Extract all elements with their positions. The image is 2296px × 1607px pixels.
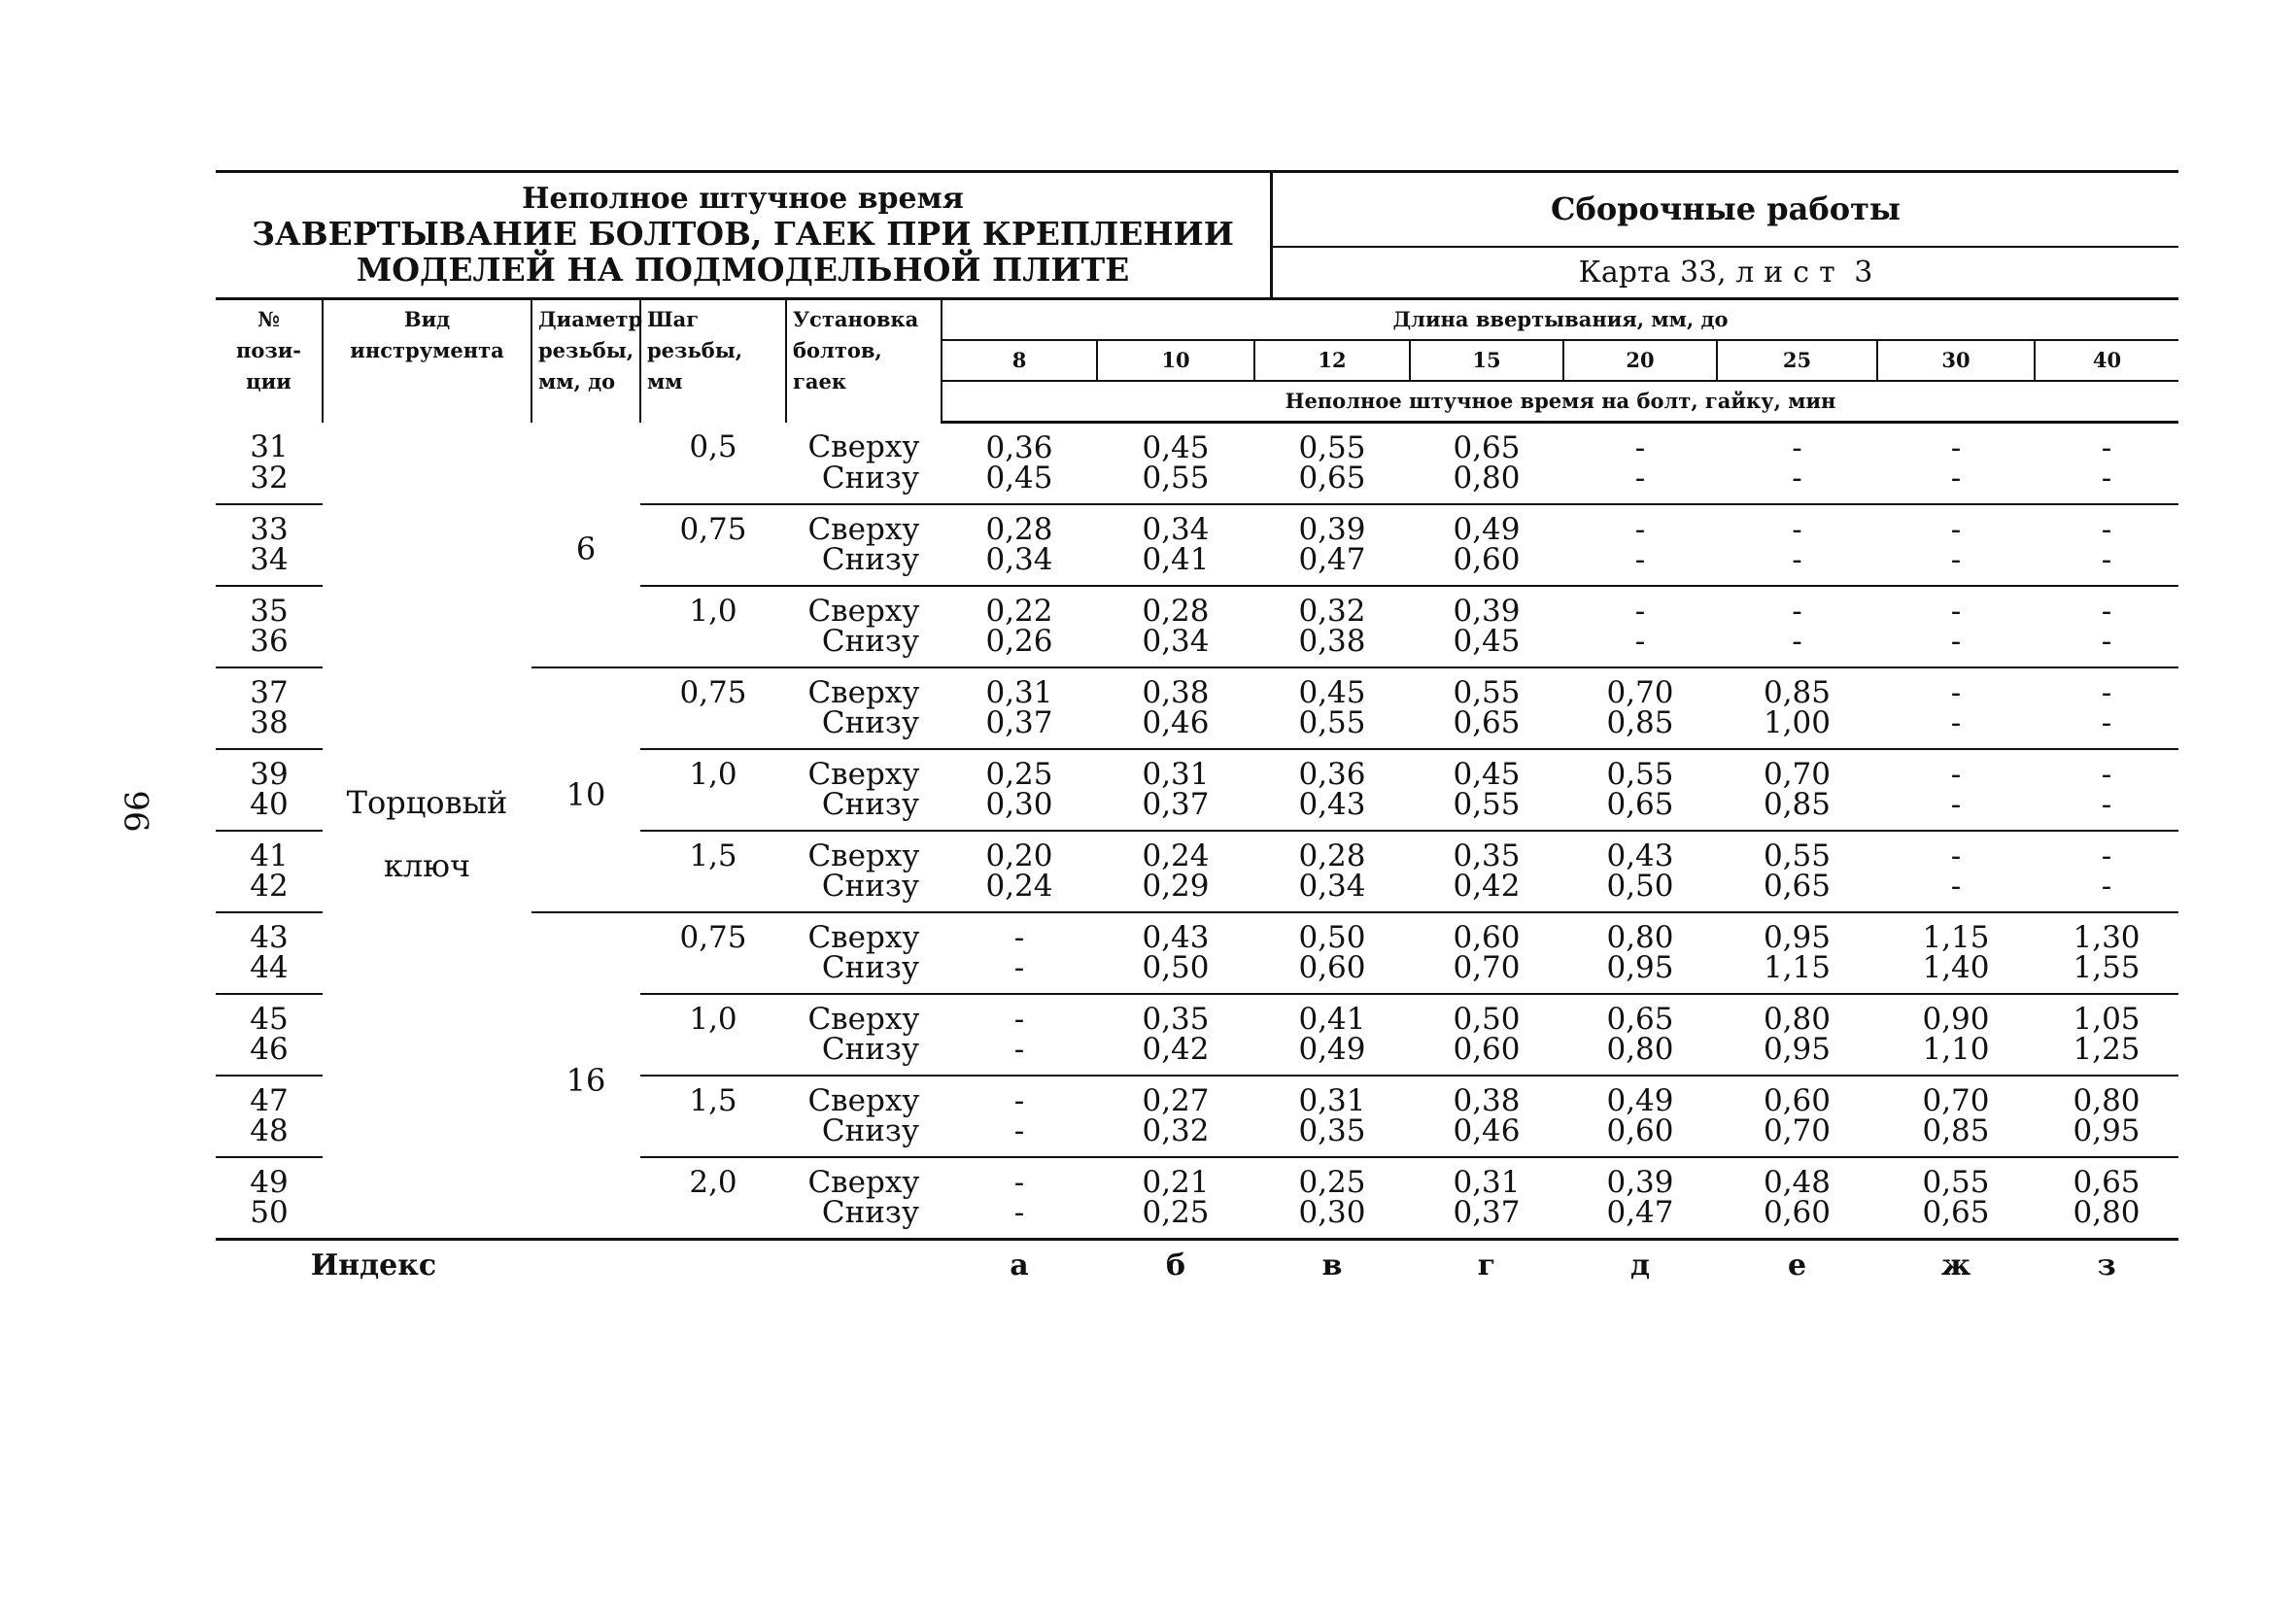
col-tool: Вид инструмента: [323, 299, 531, 423]
time-value: 0,25: [1097, 1198, 1254, 1240]
time-value: 0,65: [1254, 463, 1410, 504]
time-value: -: [1563, 463, 1717, 504]
col-length-10: 10: [1097, 340, 1254, 381]
install-side: Снизу: [786, 1035, 942, 1076]
time-value: 0,41: [1097, 545, 1254, 586]
position-number: 37: [250, 675, 289, 710]
sheet-number: 3: [1854, 256, 1873, 290]
time-value: -: [2035, 463, 2178, 504]
time-value: 0,46: [1410, 1116, 1563, 1157]
time-value: 0,34: [1097, 627, 1254, 667]
position-number: 49: [250, 1165, 289, 1200]
install-side: Сверху: [807, 1165, 920, 1200]
time-value: -: [942, 953, 1097, 994]
time-value: 0,50: [1097, 953, 1254, 994]
time-value: 0,65: [1606, 1002, 1674, 1037]
time-value: 0,34: [942, 545, 1097, 586]
time-value: 0,80: [1606, 920, 1674, 955]
index-letter: ж: [1877, 1240, 2035, 1284]
time-value: -: [2101, 594, 2112, 629]
install-side: Сверху: [807, 512, 920, 547]
col-length-8: 8: [942, 340, 1097, 381]
time-value: -: [2101, 675, 2112, 710]
time-value: 0,32: [1097, 1116, 1254, 1157]
time-value: 0,34: [1254, 872, 1410, 912]
tool-line1: Торцовый: [346, 784, 508, 822]
time-value: -: [1717, 627, 1877, 667]
time-value: 0,31: [1142, 757, 1210, 792]
install-side: Сверху: [807, 838, 920, 873]
time-value: 0,42: [1097, 1035, 1254, 1076]
time-value: 0,60: [1763, 1083, 1832, 1118]
position-number: 36: [216, 627, 323, 667]
time-value: 0,60: [1717, 1198, 1877, 1240]
time-value: -: [1717, 463, 1877, 504]
time-value: 0,37: [942, 708, 1097, 749]
time-value: 1,05: [2073, 1002, 2141, 1037]
time-value: 0,65: [2073, 1165, 2141, 1200]
time-value: -: [1877, 545, 2035, 586]
install-side: Сверху: [807, 920, 920, 955]
time-value: 0,28: [1298, 838, 1366, 873]
time-value: 0,37: [1097, 790, 1254, 831]
thread-pitch: [640, 1198, 786, 1240]
time-value: -: [1634, 512, 1646, 547]
header-title-line2: МОДЕЛЕЙ НА ПОДМОДЕЛЬНОЙ ПЛИТЕ: [356, 251, 1130, 289]
col-length-header: Длина ввертывания, мм, до: [942, 299, 2178, 341]
time-value: 0,36: [1298, 757, 1366, 792]
document: [216, 170, 2178, 1283]
time-value: 0,50: [1453, 1002, 1521, 1037]
card-number: Карта 33,: [1578, 256, 1727, 290]
time-value: -: [2035, 545, 2178, 586]
time-value: 0,38: [1453, 1083, 1521, 1118]
time-value: 0,70: [1606, 675, 1674, 710]
col-diameter: Диаметр резьбы, мм, до: [531, 299, 640, 423]
time-value: 0,80: [1763, 1002, 1832, 1037]
time-value: -: [2035, 790, 2178, 831]
time-value: 0,50: [1563, 872, 1717, 912]
index-letter: д: [1563, 1240, 1717, 1284]
position-number: 41: [250, 838, 289, 873]
time-value: 1,10: [1877, 1035, 2035, 1076]
time-value: 0,55: [1922, 1165, 1990, 1200]
time-value: 0,31: [1298, 1083, 1366, 1118]
time-value: -: [1717, 545, 1877, 586]
card-header: [216, 170, 2178, 297]
header-info-block: [1273, 173, 2178, 297]
time-value: -: [1950, 512, 1962, 547]
col-install: Установка болтов, гаек: [786, 299, 942, 423]
col-length-20: 20: [1563, 340, 1717, 381]
time-value: 0,45: [1298, 675, 1366, 710]
install-side: Снизу: [786, 463, 942, 504]
time-value: 0,43: [1254, 790, 1410, 831]
time-value: 0,35: [1453, 838, 1521, 873]
time-value: 0,85: [1763, 675, 1832, 710]
time-value: 1,15: [1922, 920, 1990, 955]
col-position: № пози- ции: [216, 299, 323, 423]
time-value: 0,45: [1453, 757, 1521, 792]
time-value: 0,55: [1763, 838, 1832, 873]
time-value: -: [942, 1198, 1097, 1240]
time-value: 0,48: [1763, 1165, 1832, 1200]
position-number: 32: [216, 463, 323, 504]
install-side: Сверху: [807, 594, 920, 629]
sheet-word: лист: [1735, 256, 1845, 290]
time-value: 1,55: [2035, 953, 2178, 994]
time-value: 0,55: [1298, 430, 1366, 465]
time-value: 0,60: [1563, 1116, 1717, 1157]
time-value: -: [1950, 594, 1962, 629]
time-value: -: [1877, 872, 2035, 912]
time-value: 0,65: [1717, 872, 1877, 912]
time-value: 0,95: [1563, 953, 1717, 994]
thread-pitch: 1,5: [689, 838, 737, 873]
time-value: -: [1634, 594, 1646, 629]
tool-line2: ключ: [383, 847, 471, 885]
time-value: 0,27: [1142, 1083, 1210, 1118]
time-value: 0,35: [1142, 1002, 1210, 1037]
time-value: 0,22: [985, 594, 1053, 629]
time-value: 0,55: [1606, 757, 1674, 792]
time-value: 0,55: [1097, 463, 1254, 504]
index-label: Индекс: [216, 1240, 531, 1284]
time-value: 0,45: [1142, 430, 1210, 465]
time-value: 0,38: [1254, 627, 1410, 667]
position-number: 42: [216, 872, 323, 912]
thread-pitch: 1,5: [689, 1083, 737, 1118]
install-side: Снизу: [786, 708, 942, 749]
time-value: 0,85: [1563, 708, 1717, 749]
time-value: 0,42: [1410, 872, 1563, 912]
thread-pitch: [640, 463, 786, 504]
time-value: 0,55: [1410, 790, 1563, 831]
install-side: Снизу: [786, 790, 942, 831]
thread-pitch: [640, 790, 786, 831]
thread-pitch: 1,0: [689, 594, 737, 629]
install-side: Сверху: [807, 675, 920, 710]
install-side: Снизу: [786, 1198, 942, 1240]
header-subtitle: Неполное штучное время: [522, 182, 964, 216]
index-letter: г: [1410, 1240, 1563, 1284]
col-length-25: 25: [1717, 340, 1877, 381]
time-value: 0,31: [1453, 1165, 1521, 1200]
position-number: 39: [250, 757, 289, 792]
time-value: 0,65: [1453, 430, 1521, 465]
time-value: 0,29: [1097, 872, 1254, 912]
time-value: -: [2035, 627, 2178, 667]
time-value: -: [1792, 512, 1802, 547]
time-value: 0,45: [1410, 627, 1563, 667]
time-value: -: [942, 1116, 1097, 1157]
thread-pitch: [640, 872, 786, 912]
index-letter: в: [1254, 1240, 1410, 1284]
time-value: 0,46: [1097, 708, 1254, 749]
time-value: 0,47: [1563, 1198, 1717, 1240]
time-value: 0,24: [1142, 838, 1210, 873]
time-value: -: [1013, 1083, 1025, 1118]
time-value: 0,55: [1453, 675, 1521, 710]
time-value: -: [1877, 708, 2035, 749]
position-number: 46: [216, 1035, 323, 1076]
time-value: 0,60: [1410, 1035, 1563, 1076]
time-value: -: [1013, 920, 1025, 955]
col-pitch: Шаг резьбы, мм: [640, 299, 786, 423]
time-value: 0,90: [1922, 1002, 1990, 1037]
col-length-15: 15: [1410, 340, 1563, 381]
header-title-block: [216, 173, 1273, 297]
install-side: Сверху: [807, 757, 920, 792]
install-side: Снизу: [786, 953, 942, 994]
time-value: -: [1950, 838, 1962, 873]
header-section: Сборочные работы: [1273, 173, 2178, 248]
time-value: 0,60: [1410, 545, 1563, 586]
position-number: 50: [216, 1198, 323, 1240]
time-value: 0,39: [1298, 512, 1366, 547]
install-side: Сверху: [807, 1002, 920, 1037]
time-value: -: [1634, 430, 1646, 465]
thread-pitch: 0,75: [679, 920, 747, 955]
time-value: 1,30: [2073, 920, 2141, 955]
col-length-40: 40: [2035, 340, 2178, 381]
time-value: 0,25: [985, 757, 1053, 792]
position-number: 35: [250, 594, 289, 629]
thread-pitch: 0,5: [689, 428, 737, 464]
time-value: -: [2101, 757, 2112, 792]
thread-pitch: [640, 708, 786, 749]
time-value: -: [1877, 790, 2035, 831]
time-value: 0,49: [1254, 1035, 1410, 1076]
time-value: 0,39: [1606, 1165, 1674, 1200]
time-value: 0,34: [1142, 512, 1210, 547]
position-number: 44: [216, 953, 323, 994]
time-value: 0,70: [1763, 757, 1832, 792]
install-side: Снизу: [786, 872, 942, 912]
time-value: 0,49: [1453, 512, 1521, 547]
table-row: [216, 423, 2178, 464]
time-value: -: [1950, 675, 1962, 710]
time-value: 0,20: [985, 838, 1053, 873]
time-value: 0,30: [1254, 1198, 1410, 1240]
time-table: [216, 297, 2178, 1283]
time-value: 0,60: [1254, 953, 1410, 994]
time-value: -: [1950, 757, 1962, 792]
time-value: 0,95: [2035, 1116, 2178, 1157]
position-number: 47: [250, 1083, 289, 1118]
time-value: -: [1563, 545, 1717, 586]
header-card: [1273, 248, 2178, 297]
install-side: Сверху: [807, 1083, 920, 1118]
thread-pitch: [640, 1035, 786, 1076]
thread-pitch: 1,0: [689, 757, 737, 792]
time-value: 0,28: [985, 512, 1053, 547]
col-length-12: 12: [1254, 340, 1410, 381]
time-value: -: [1792, 430, 1802, 465]
time-value: -: [2101, 512, 2112, 547]
time-value: 0,28: [1142, 594, 1210, 629]
position-number: 40: [216, 790, 323, 831]
time-value: 0,45: [942, 463, 1097, 504]
time-value: 0,38: [1142, 675, 1210, 710]
time-value: 0,30: [942, 790, 1097, 831]
thread-diameter: 10: [531, 667, 640, 912]
time-value: 0,70: [1717, 1116, 1877, 1157]
time-value: 0,35: [1254, 1116, 1410, 1157]
time-value: 0,80: [2073, 1083, 2141, 1118]
time-value: 0,47: [1254, 545, 1410, 586]
time-value: 0,26: [942, 627, 1097, 667]
time-value: 0,25: [1298, 1165, 1366, 1200]
time-value: 0,31: [985, 675, 1053, 710]
index-letter: а: [942, 1240, 1097, 1284]
position-number: 43: [250, 920, 289, 955]
time-value: 0,39: [1453, 594, 1521, 629]
time-value: 0,41: [1298, 1002, 1366, 1037]
time-value: 0,36: [985, 430, 1053, 465]
time-value: 0,65: [1410, 708, 1563, 749]
time-value: 1,00: [1717, 708, 1877, 749]
time-value: 1,25: [2035, 1035, 2178, 1076]
time-value: 0,43: [1142, 920, 1210, 955]
time-value: -: [1013, 1165, 1025, 1200]
tool-type: [323, 423, 531, 1240]
time-value: 0,50: [1298, 920, 1366, 955]
position-number: 38: [216, 708, 323, 749]
time-value: -: [1013, 1002, 1025, 1037]
time-value: 0,65: [1877, 1198, 2035, 1240]
time-value: 0,55: [1254, 708, 1410, 749]
index-letter: з: [2035, 1240, 2178, 1284]
thread-pitch: [640, 627, 786, 667]
time-value: -: [1792, 594, 1802, 629]
install-side: Снизу: [786, 545, 942, 586]
time-value: 1,15: [1717, 953, 1877, 994]
time-value: 0,70: [1410, 953, 1563, 994]
position-number: 33: [250, 512, 289, 547]
time-value: 0,37: [1410, 1198, 1563, 1240]
time-value: 0,32: [1298, 594, 1366, 629]
time-value: 1,40: [1877, 953, 2035, 994]
index-letter: б: [1097, 1240, 1254, 1284]
time-value: -: [1877, 463, 2035, 504]
time-value: -: [1877, 627, 2035, 667]
time-value: 0,49: [1606, 1083, 1674, 1118]
col-length-30: 30: [1877, 340, 2035, 381]
time-value: 0,85: [1877, 1116, 2035, 1157]
install-side: Снизу: [786, 1116, 942, 1157]
index-letter: е: [1717, 1240, 1877, 1284]
time-value: 0,85: [1717, 790, 1877, 831]
position-number: 48: [216, 1116, 323, 1157]
time-value: 0,65: [1563, 790, 1717, 831]
install-side: Снизу: [786, 627, 942, 667]
time-value: 0,70: [1922, 1083, 1990, 1118]
position-number: 31: [250, 428, 289, 464]
time-value: 0,24: [942, 872, 1097, 912]
header-title-line1: ЗАВЕРТЫВАНИЕ БОЛТОВ, ГАЕК ПРИ КРЕПЛЕНИИ: [252, 215, 1234, 253]
time-value: -: [2035, 872, 2178, 912]
time-value: 0,80: [1563, 1035, 1717, 1076]
time-value: 0,95: [1717, 1035, 1877, 1076]
time-value: 0,21: [1142, 1165, 1210, 1200]
time-value: -: [1950, 430, 1962, 465]
time-value: -: [2101, 838, 2112, 873]
thread-diameter: 16: [565, 1061, 606, 1099]
position-number: 34: [216, 545, 323, 586]
position-number: 45: [250, 1002, 289, 1037]
time-value: -: [2035, 708, 2178, 749]
thread-pitch: 0,75: [679, 675, 747, 710]
thread-pitch: [640, 1116, 786, 1157]
thread-diameter: 6: [531, 423, 640, 668]
time-value: -: [942, 1035, 1097, 1076]
time-value: 0,80: [2035, 1198, 2178, 1240]
page-number: 96: [116, 790, 155, 833]
thread-pitch: 2,0: [689, 1165, 737, 1200]
time-value: 0,95: [1763, 920, 1832, 955]
thread-pitch: [640, 545, 786, 586]
install-side: Сверху: [807, 428, 920, 464]
time-value: -: [2101, 430, 2112, 465]
time-value: 0,43: [1606, 838, 1674, 873]
time-value: -: [1563, 627, 1717, 667]
time-value: 0,60: [1453, 920, 1521, 955]
col-time-header: Неполное штучное время на болт, гайку, мин: [942, 381, 2178, 423]
thread-pitch: 1,0: [689, 1002, 737, 1037]
thread-pitch: [640, 953, 786, 994]
thread-pitch: 0,75: [679, 512, 747, 547]
time-value: 0,80: [1410, 463, 1563, 504]
